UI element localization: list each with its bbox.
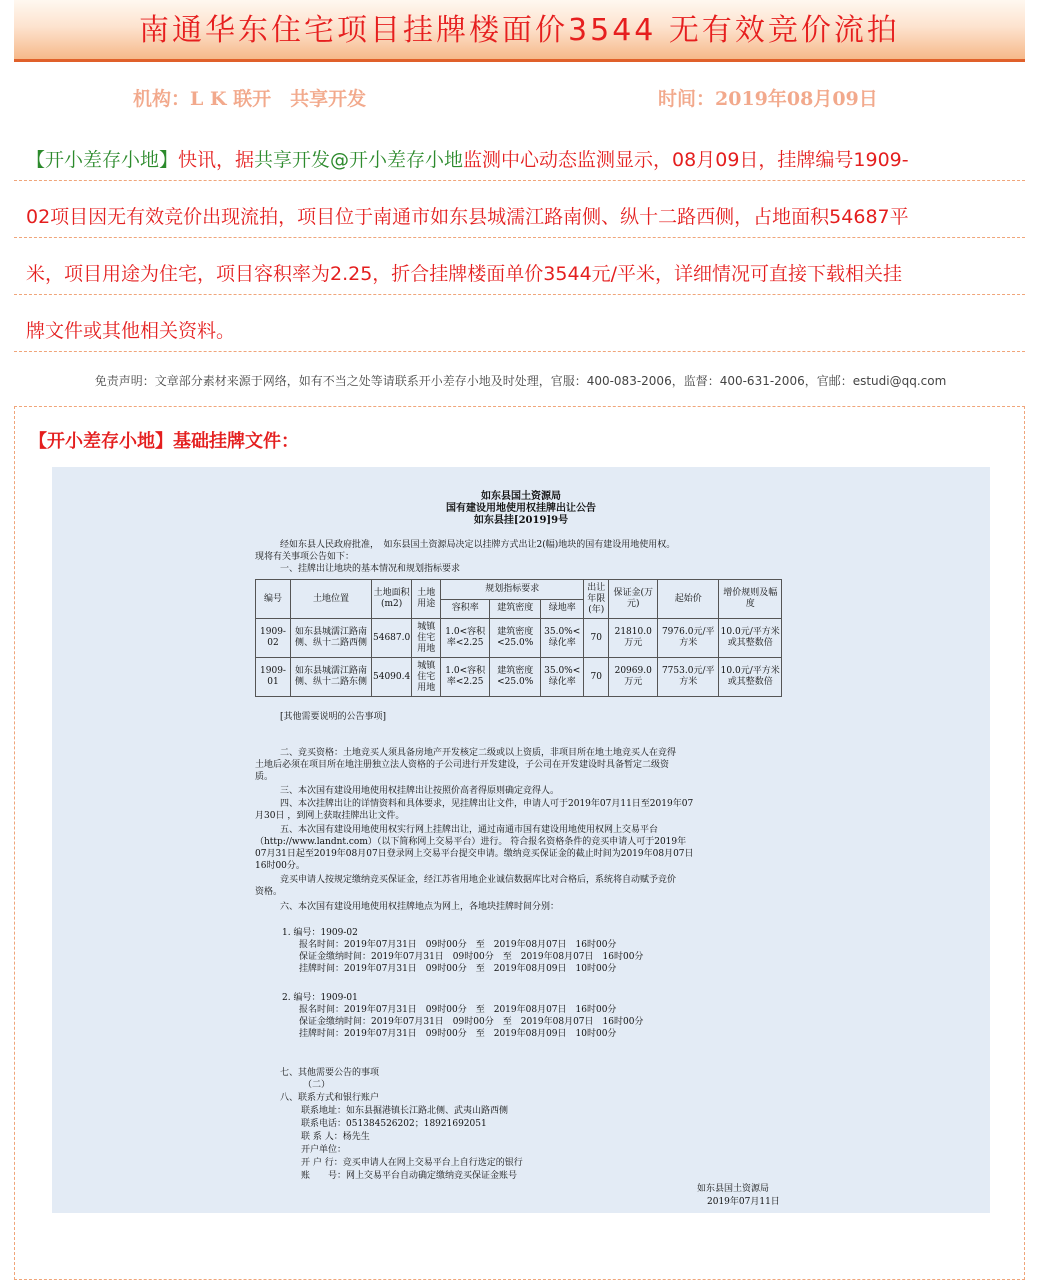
table-cell: 20969.0万元	[609, 658, 658, 697]
table-header: 出让年限(年)	[584, 580, 609, 619]
table-cell: 如东县城濡江路南侧、纵十二路西侧	[291, 619, 372, 658]
doc-text: 联系电话：051384526202；18921692051	[301, 1119, 487, 1129]
doc-text: 月30日 ，到网上获取挂牌出让文件。	[255, 811, 405, 821]
article-text: 快讯，据	[178, 149, 255, 171]
table-cell: 1909-02	[256, 619, 291, 658]
table-cell: 建筑密度<25.0%	[490, 658, 541, 697]
table-cell: 城镇住宅用地	[412, 658, 441, 697]
doc-text: 土地后必须在项目所在地注册独立法人资格的子公司进行开发建设，子公司在开发建设时具备暂定二级资	[255, 760, 670, 770]
doc-text: 现将有关事项公告如下：	[255, 552, 355, 562]
doc-text: 五、本次国有建设用地使用权实行网上挂牌出让，通过南通市国有建设用地使用权网上交易平台	[280, 825, 659, 835]
doc-text: 挂牌时间：2019年07月31日 09时00分 至 2019年08月09日 10时00分	[299, 964, 617, 974]
doc-text: （二）	[303, 1080, 331, 1090]
table-header: 容积率	[441, 599, 490, 619]
doc-text: 联 系 人：杨先生	[301, 1132, 370, 1142]
doc-signature: 如东县国土资源局	[697, 1184, 770, 1194]
doc-text: 经如东县人民政府批准， 如东县国土资源局决定以挂牌方式出让2(幅)地块的国有建设用地使用权。	[280, 540, 676, 550]
doc-text: 账 号：网上交易平台自动确定缴纳竞买保证金账号	[301, 1171, 518, 1181]
table-header: 土地用途	[412, 580, 441, 619]
page-title: 南通华东住宅项目挂牌楼面价3544 无有效竞价流拍	[139, 13, 900, 48]
doc-text: 1. 编号：1909-02	[282, 928, 358, 938]
title-banner	[14, 0, 1025, 62]
doc-text: 保证金缴纳时间：2019年07月31日 09时00分 至 2019年08月07日 16时00分	[299, 952, 644, 962]
article-text: 监测中心动态监测显示，08月09日，挂牌编号1909-	[463, 149, 909, 171]
doc-text: 2. 编号：1909-01	[282, 993, 358, 1003]
table-cell: 35.0%<绿化率	[541, 619, 584, 658]
doc-text: 资格。	[255, 887, 283, 897]
announcement-image	[52, 467, 990, 1213]
article-body	[14, 124, 1025, 352]
doc-text: 六、本次国有建设用地使用权挂牌地点为网上，各地块挂牌时间分别：	[280, 902, 560, 912]
doc-text: 报名时间：2019年07月31日 09时00分 至 2019年08月07日 16时00分	[299, 940, 617, 950]
doc-date: 2019年07月11日	[707, 1197, 780, 1207]
table-header: 保证金(万元)	[609, 580, 658, 619]
table-header: 绿地率	[541, 599, 584, 619]
doc-text: 四、本次挂牌出让的详情资料和具体要求，见挂牌出让文件，申请人可于2019年07月11日至2019年07	[280, 799, 694, 809]
source-link[interactable]: 共享开发@开小差存小地	[254, 149, 464, 171]
doc-text: 竞买申请人按规定缴纳竞买保证金，经江苏省用地企业诚信数据库比对合格后，系统将自动赋予竞价	[280, 875, 677, 885]
time-value: 2019年08月09日	[715, 88, 878, 110]
table-cell: 城镇住宅用地	[412, 619, 441, 658]
article-line-1	[14, 124, 1025, 181]
time-meta	[658, 84, 878, 111]
table-header-row	[256, 580, 782, 600]
doc-text: 三、本次国有建设用地使用权挂牌出让按照价高者得原则确定竞得人。	[280, 786, 560, 796]
table-cell: 70	[584, 619, 609, 658]
table-header: 编号	[256, 580, 291, 619]
doc-number: 如东县挂[2019]9号	[473, 515, 569, 526]
table-header: 土地面积(m2)	[372, 580, 412, 619]
table-cell: 21810.0万元	[609, 619, 658, 658]
article-line-3: 米，项目用途为住宅，项目容积率为2.25，折合挂牌楼面单价3544元/平米，详细情况可直接下载相关挂	[14, 238, 1025, 295]
section-title: 【开小差存小地】基础挂牌文件：	[29, 431, 299, 452]
doc-text: （http://www.landnt.com）（以下简称网上交易平台）进行。 符合报名资格条件的竞买申请人可于2019年	[255, 837, 687, 847]
doc-text: 联系地址：如东县掘港镇长江路北侧、武夷山路西侧	[301, 1106, 509, 1116]
doc-text: 报名时间：2019年07月31日 09时00分 至 2019年08月07日 16时00分	[299, 1005, 617, 1015]
table-cell: 54090.4	[372, 658, 412, 697]
table-cell: 35.0%<绿化率	[541, 658, 584, 697]
table-row	[256, 658, 782, 697]
document-box	[14, 406, 1025, 1280]
brand-tag: 【开小差存小地】	[26, 149, 179, 171]
table-cell: 7976.0元/平方米	[658, 619, 719, 658]
article-line-2: 02项目因无有效竞价出现流拍，项目位于南通市如东县城濡江路南侧、纵十二路西侧，占地面积54687平	[14, 181, 1025, 238]
doc-text: [其他需要说明的公告事项]	[280, 712, 387, 722]
doc-text: 八、联系方式和银行账户	[280, 1093, 380, 1103]
table-cell: 10.0元/平方米或其整数倍	[719, 619, 782, 658]
doc-text: 保证金缴纳时间：2019年07月31日 09时00分 至 2019年08月07日 16时00分	[299, 1017, 644, 1027]
table-cell: 1.0<容积率<2.25	[441, 619, 490, 658]
doc-text: 质。	[255, 772, 274, 782]
land-table	[255, 579, 782, 697]
table-cell: 建筑密度<25.0%	[490, 619, 541, 658]
table-header: 增价规则及幅度	[719, 580, 782, 619]
org-value: L K 联开 共享开发	[190, 88, 367, 110]
article-line-4: 牌文件或其他相关资料。	[14, 295, 1025, 352]
doc-text: 07月31日起至2019年08月07日登录网上交易平台提交申请。缴纳竞买保证金的截止时间为2019年08月07日	[255, 849, 694, 859]
table-cell: 7753.0元/平方米	[658, 658, 719, 697]
time-label: 时间：	[658, 88, 716, 110]
doc-text: 七、其他需要公告的事项	[280, 1068, 380, 1078]
org-label: 机构：	[133, 88, 191, 110]
doc-text: 二、竞买资格：土地竞买人须具备房地产开发核定二级或以上资质，非项目所在地土地竞买人在竞得	[280, 748, 677, 758]
doc-text: 开 户 行：竞买申请人在网上交易平台上自行选定的银行	[301, 1158, 523, 1168]
doc-issuer: 如东县国土资源局	[481, 491, 561, 502]
disclaimer: 免责声明：文章部分素材来源于网络，如有不当之处等请联系开小差存小地及时处理，官服：400-083-2006，监督：400-631-2006，官邮：estudi@qq.com	[94, 374, 947, 388]
table-cell: 54687.0	[372, 619, 412, 658]
doc-text: 一、挂牌出让地块的基本情况和规划指标要求	[280, 564, 461, 574]
table-cell: 1.0<容积率<2.25	[441, 658, 490, 697]
table-header: 起始价	[658, 580, 719, 619]
table-header: 规划指标要求	[441, 580, 584, 600]
table-cell: 70	[584, 658, 609, 697]
doc-text: 16时00分。	[255, 861, 305, 871]
doc-title: 国有建设用地使用权挂牌出让公告	[446, 503, 596, 514]
table-header: 土地位置	[291, 580, 372, 619]
table-row	[256, 619, 782, 658]
org-meta	[133, 84, 366, 111]
table-header: 建筑密度	[490, 599, 541, 619]
table-cell: 1909-01	[256, 658, 291, 697]
doc-text: 挂牌时间：2019年07月31日 09时00分 至 2019年08月09日 10时00分	[299, 1029, 617, 1039]
table-cell: 10.0元/平方米或其整数倍	[719, 658, 782, 697]
doc-text: 开户单位：	[301, 1145, 347, 1155]
table-cell: 如东县城濡江路南侧、纵十二路东侧	[291, 658, 372, 697]
